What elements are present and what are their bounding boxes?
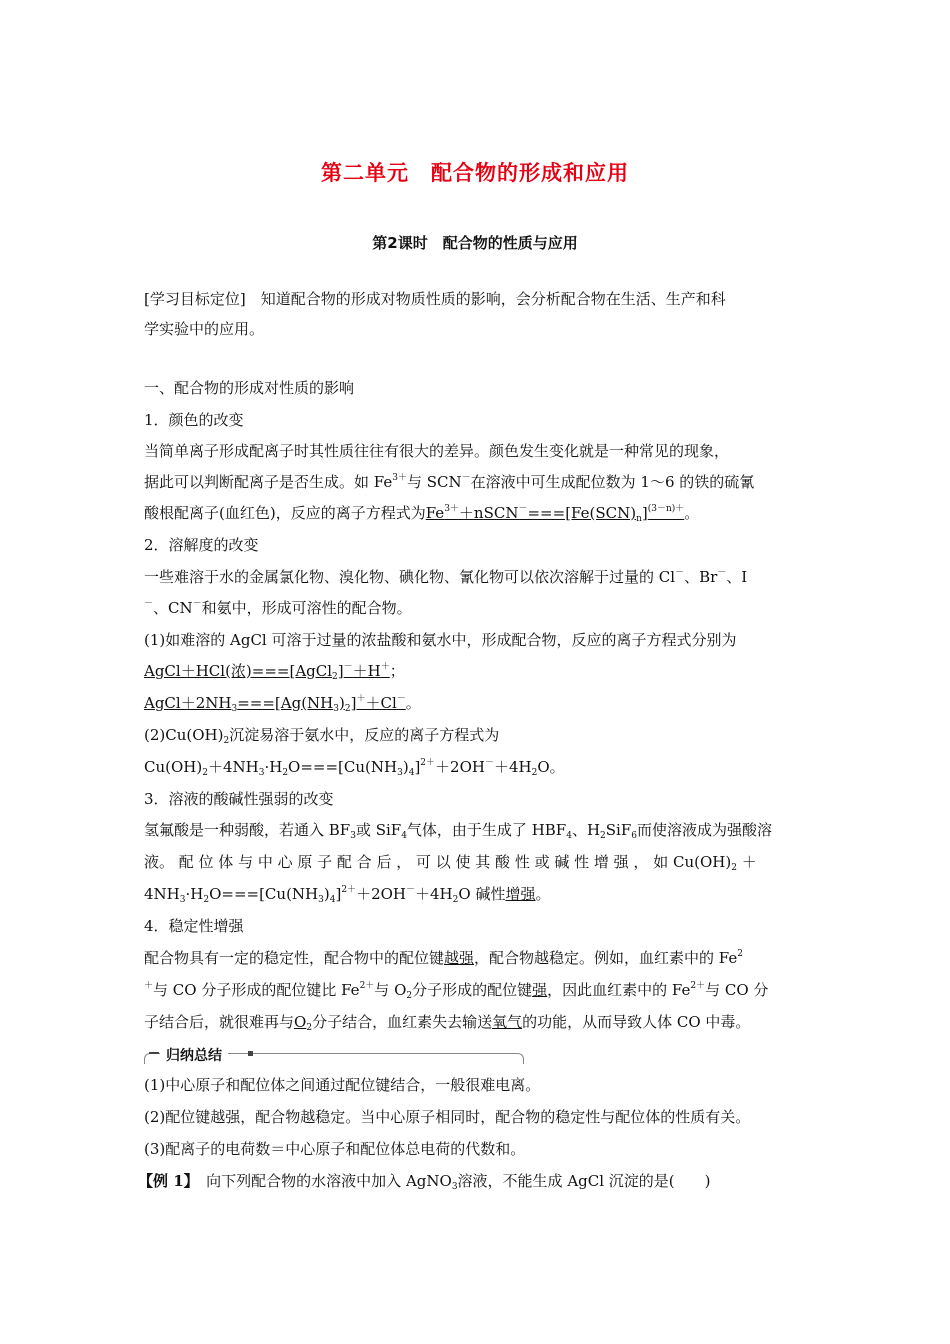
- agcl-nh3-equation: $AgCl+2NH_3===[Ag(NH_3)_2]^++Cl^-$。: [144, 694, 421, 714]
- item1-text: 据此可以判断配离子是否生成。如 $Fe^{3+}$与 SCN－在溶液中可生成配位数为 1～6 的铁的硫氰: [144, 473, 755, 491]
- objective-label: [学习目标定位]: [144, 290, 246, 308]
- item1-heading: 1．颜色的改变: [144, 411, 244, 429]
- item1-text: 酸根配离子(血红色)，反应的离子方程式为$Fe^{3+}+nSCN^-===[Fe(SCN)_n]^{(3-n)+}$。: [144, 504, 700, 524]
- item4-text: 子结合后，就很难再与$O_2$分子结合，血红素失去输送氧气的功能，从而导致人体 CO 中毒。: [144, 1013, 751, 1033]
- item2-question-2: $(2)Cu(OH)_2$沉淀易溶于氨水中，反应的离子方程式为: [144, 726, 500, 746]
- page-title: 第二单元 配合物的形成和应用: [321, 161, 629, 185]
- summary-item: (3)配离子的电荷数＝中心原子和配位体总电荷的代数和。: [144, 1140, 526, 1158]
- agcl-hcl-equation: AgCl＋HCl(浓)===[AgCl$_2$]－＋H＋；: [144, 662, 405, 682]
- item3-text: 氢氟酸是一种弱酸，若通入 $BF_3$或 SiF$_4$气体，由于生成了 $HBF_4$、$H_2SiF_6$而使溶液成为强酸溶: [144, 821, 772, 841]
- fe-scn-equation: $Fe^{3+}+nSCN^-===[Fe(SCN)_n]^{(3-n)+}$: [425, 504, 685, 524]
- lesson-subtitle: 第2课时 配合物的性质与应用: [372, 234, 578, 252]
- item2-text: －、CN－和氨中，形成可溶性的配合物。: [144, 599, 412, 617]
- summary-item: (1)中心原子和配位体之间通过配位键结合，一般很难电离。: [144, 1076, 541, 1094]
- summary-square-icon: [248, 1051, 253, 1056]
- item4-text: 配合物具有一定的稳定性，配合物中的配位键越强，配合物越稳定。例如，血红素中的 Fe$^2$: [144, 949, 743, 967]
- cu-oh-equation: $Cu(OH)_2+4NH_3\cdot H_2O===[Cu(NH_3)_4]^{2+}+2OH^-+4H_2O$。: [144, 758, 565, 778]
- item3-text: 液。 配 位 体 与 中 心 原 子 配 合 后 ， 可 以 使 其 酸 性 或 碱 性 增 强 ， 如 $Cu(OH)_2$ ＋: [144, 853, 757, 873]
- item3-heading: 3．溶液的酸碱性强弱的改变: [144, 790, 334, 808]
- summary-item: (2)配位键越强，配合物越稳定。当中心原子相同时，配合物的稳定性与配位体的性质有关。: [144, 1108, 751, 1126]
- summary-label: 归纳总结: [160, 1045, 228, 1065]
- item2-heading: 2．溶解度的改变: [144, 536, 259, 554]
- example-label: 【例 1】: [138, 1172, 192, 1190]
- objective-line-2: 学实验中的应用。: [144, 320, 265, 338]
- item2-text: 一些难溶于水的金属氯化物、溴化物、碘化物、氰化物可以依次溶解于过量的 Cl－、Br－、I: [144, 568, 748, 586]
- item1-text: 当简单离子形成配离子时其性质往往有很大的差异。颜色发生变化就是一种常见的现象，: [144, 442, 730, 460]
- item3-text: $4NH_3\cdot H_2O===[Cu(NH_3)_4]^{2+}+2OH^-+4H_2O$ 碱性增强。: [144, 885, 551, 905]
- section-heading: 一、配合物的形成对性质的影响: [144, 379, 355, 397]
- item2-question-1: (1)如难溶的 AgCl 可溶于过量的浓盐酸和氨水中，形成配合物，反应的离子方程式分别为: [144, 631, 737, 649]
- objective-line-1: [学习目标定位] 知道配合物的形成对物质性质的影响，会分析配合物在生活、生产和科: [144, 290, 726, 308]
- example-question: 【例 1】 向下列配合物的水溶液中加入 AgNO$_3$溶液，不能生成 AgCl 沉淀的是( ): [138, 1172, 711, 1192]
- summary-header: [144, 1047, 522, 1063]
- item4-heading: 4．稳定性增强: [144, 917, 244, 935]
- item4-text: ＋与 CO 分子形成的配位键比 $Fe^{2+}$与 $O_2$分子形成的配位键强，因此血红素中的 $Fe^{2+}$与 CO 分: [144, 981, 769, 1001]
- summary-decoration: [149, 1052, 159, 1054]
